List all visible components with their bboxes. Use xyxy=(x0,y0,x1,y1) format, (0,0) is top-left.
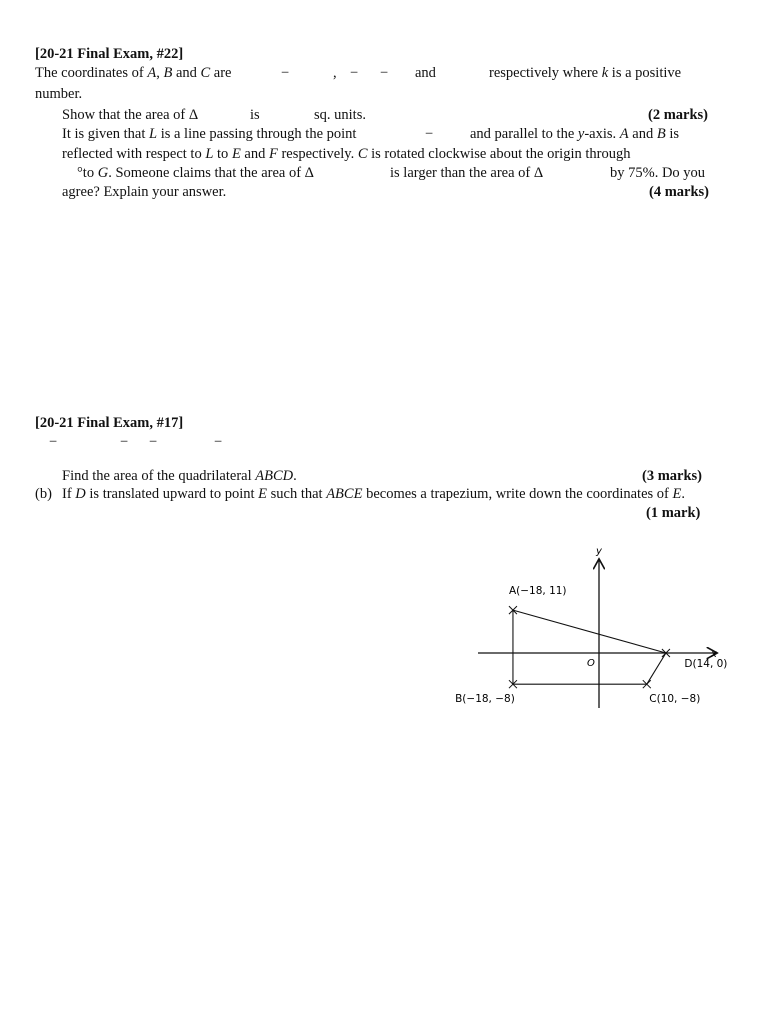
q22b-text: °to xyxy=(77,165,98,181)
side-CD xyxy=(647,653,666,684)
var-b: B xyxy=(656,126,666,142)
var-e: E xyxy=(258,486,267,502)
q22b-text: is a line passing through the point xyxy=(157,126,357,142)
q22-minus-2: − xyxy=(350,65,359,81)
q17-minus-4: − xyxy=(214,434,223,450)
var-a: A xyxy=(147,65,157,81)
q17-minus-1: − xyxy=(49,434,58,450)
x-axis-label: x xyxy=(711,649,717,660)
q17-header: [20-21 Final Exam, #17] xyxy=(35,415,184,431)
var-c: C xyxy=(200,65,211,81)
var-c: C xyxy=(357,146,368,162)
q17-minus-3: − xyxy=(149,434,158,450)
q17b-text-plain: becomes a trapezium, write down the coordinates of xyxy=(362,486,673,502)
q22a-text-2: is xyxy=(250,107,260,123)
var-e: E xyxy=(672,486,682,502)
q17b-marks: (1 mark) xyxy=(646,505,701,521)
q17a-marks: (3 marks) xyxy=(642,468,703,484)
q22-line2: number. xyxy=(35,86,83,102)
q17b-text-plain: . xyxy=(681,486,685,502)
var-l: L xyxy=(205,146,214,162)
q22b-text: to xyxy=(213,146,232,162)
var-f: F xyxy=(268,146,278,162)
q22b-marks: (4 marks) xyxy=(649,184,710,200)
var-abcd: ABCD xyxy=(255,468,294,484)
q22b-text: and parallel to the xyxy=(470,126,578,142)
q22b-text: and xyxy=(240,146,269,162)
var-abce: ABCE xyxy=(326,486,363,502)
q22b-text: is xyxy=(665,126,679,142)
q22b-minus: − xyxy=(425,126,434,142)
q17-minus-2: − xyxy=(120,434,129,450)
q22b-line3-b: is larger than the area of Δ xyxy=(390,165,544,181)
label-A: A(−18, 11) xyxy=(508,585,567,598)
q22b-text: respectively. xyxy=(277,146,358,162)
var-a: A xyxy=(619,126,629,142)
q22a-marks: (2 marks) xyxy=(648,107,709,123)
q22-minus-1: − xyxy=(281,65,290,81)
q22-minus-3: − xyxy=(380,65,389,81)
q22-comma: , xyxy=(333,65,337,81)
origin-label: O xyxy=(587,658,595,669)
q17b-text-plain: is translated upward to point xyxy=(85,486,259,502)
q22b-text: is rotated clockwise about the origin through xyxy=(367,146,631,162)
side-DA xyxy=(513,610,666,653)
q22b-text: It is given that xyxy=(62,126,149,142)
var-b: B xyxy=(163,65,173,81)
q22b-line3-c: by 75%. Do you xyxy=(610,165,706,181)
q17b-text-plain: such that xyxy=(267,486,327,502)
point-labels xyxy=(455,585,727,705)
q22b-text: and xyxy=(628,126,657,142)
q22-header: [20-21 Final Exam, #22] xyxy=(35,46,184,62)
label-C: C(10, −8) xyxy=(649,693,701,706)
q17a-text-plain: . xyxy=(293,468,297,484)
label-B: B(−18, −8) xyxy=(455,693,515,706)
q22-text: are xyxy=(210,65,232,81)
var-e: E xyxy=(231,146,241,162)
q22b-text: reflected with respect to xyxy=(62,146,206,162)
q17a-text-plain: Find the area of the quadrilateral xyxy=(62,468,256,484)
var-d: D xyxy=(75,486,86,502)
q22b-text: -axis. xyxy=(584,126,620,142)
q22-text: The coordinates of xyxy=(35,65,148,81)
q22b-line4: agree? Explain your answer. xyxy=(62,184,227,200)
q22-text: is a positive xyxy=(608,65,682,81)
var-k: k xyxy=(601,65,609,81)
var-g: G xyxy=(97,165,109,181)
quadrilateral xyxy=(513,610,666,684)
q22-text: respectively where xyxy=(489,65,602,81)
label-D: D(14, 0) xyxy=(684,658,728,670)
q22-and: and xyxy=(415,65,436,81)
q22a-text-3: sq. units. xyxy=(314,107,366,123)
var-l: L xyxy=(149,126,158,142)
q17b-label: (b) xyxy=(35,486,52,502)
var-y: y xyxy=(577,126,585,142)
q22a-text-1: Show that the area of Δ xyxy=(62,107,199,123)
q17b-text-plain: If xyxy=(62,486,76,502)
y-axis-label: y xyxy=(596,546,602,557)
q22-text: , xyxy=(156,65,164,81)
q22b-text: . Someone claims that the area of Δ xyxy=(108,165,314,181)
q22-text: and xyxy=(172,65,201,81)
